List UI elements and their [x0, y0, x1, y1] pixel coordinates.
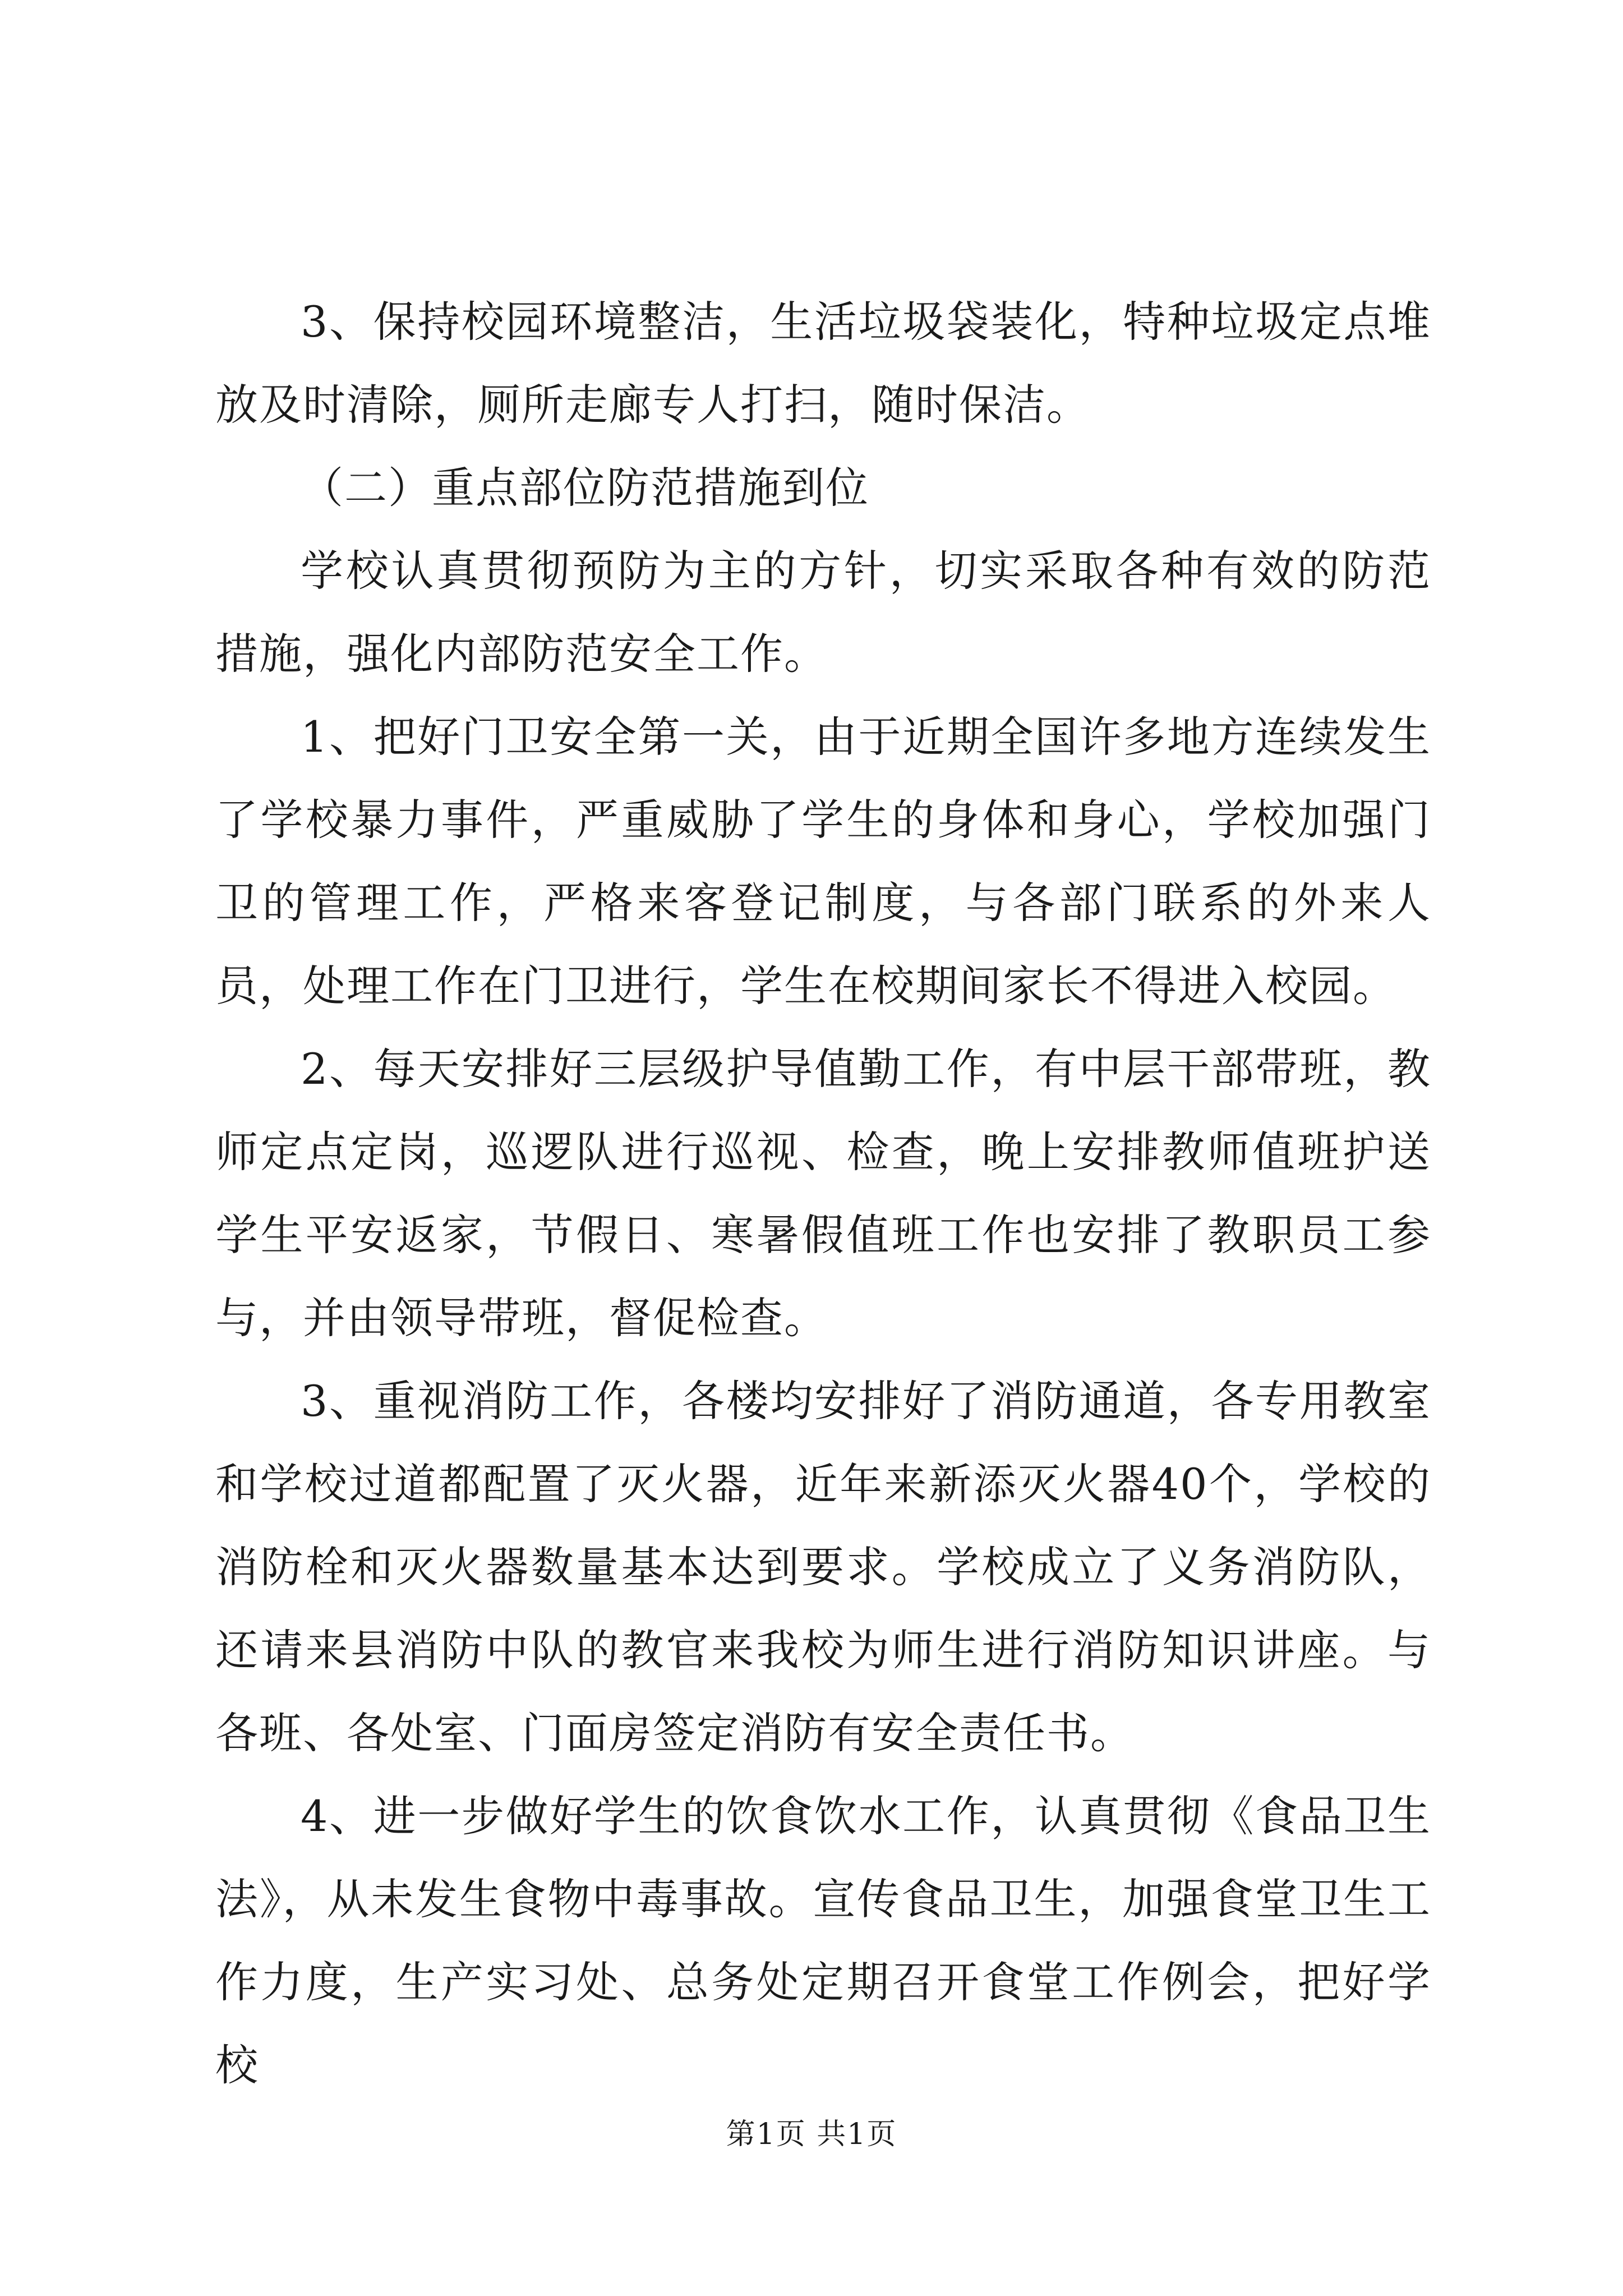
section-heading-key-areas: （二）重点部位防范措施到位: [301, 463, 869, 513]
paragraph-item-2-duty-patrol: 2、每天安排好三层级护导值勤工作，有中层干部带班，教师定点定岗，巡逻队进行巡视、检查，晚上安排教师值班护送学生平安返家，节假日、寒暑假值班工作也安排了教职员工参与，并由领导带班，督促检查。: [215, 1044, 1431, 1343]
document-body: [215, 280, 1431, 2107]
paragraph-item-3-environment: 3、保持校园环境整洁，生活垃圾袋装化，特种垃圾定点堆放及时清除，厕所走廊专人打扫，随时保洁。: [215, 297, 1431, 430]
paragraph-prevention-policy: 学校认真贯彻预防为主的方针，切实采取各种有效的防范措施，强化内部防范安全工作。: [215, 546, 1431, 679]
paragraph-item-1-gate-security: 1、把好门卫安全第一关，由于近期全国许多地方连续发生了学校暴力事件，严重威胁了学生的身体和身心，学校加强门卫的管理工作，严格来客登记制度，与各部门联系的外来人员，处理工作在门卫进行，学生在校期间家长不得进入校园。: [215, 712, 1431, 1011]
paragraph-item-3-fire-safety: 3、重视消防工作，各楼均安排好了消防通道，各专用教室和学校过道都配置了灭火器，近年来新添灭火器40个，学校的消防栓和灭火器数量基本达到要求。学校成立了义务消防队，还请来县消防中队的教官来我校为师生进行消防知识讲座。与各班、各处室、门面房签定消防有安全责任书。: [215, 1376, 1431, 1758]
paragraph-item-4-food-safety: 4、进一步做好学生的饮食饮水工作，认真贯彻《食品卫生法》，从未发生食物中毒事故。宣传食品卫生，加强食堂卫生工作力度，生产实习处、总务处定期召开食堂工作例会，把好学校: [215, 1791, 1431, 2090]
page-number-footer: 第1页 共1页: [726, 2118, 897, 2151]
